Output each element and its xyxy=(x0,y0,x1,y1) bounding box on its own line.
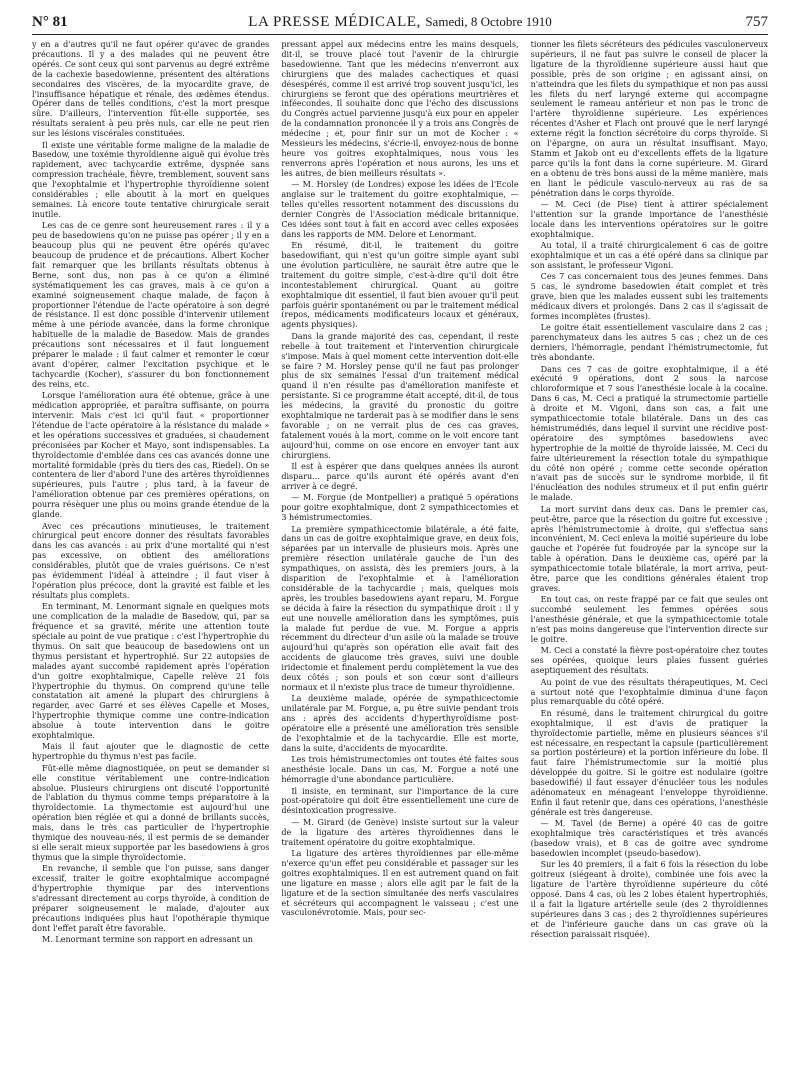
paragraph: Fût-elle même diagnostiquée, on peut se demander si elle constitue véritablement une contre-indication absolue. Plusieurs chirurgiens ont discuté l'opportunité de l'ablation du thymus comme temps préparatoire à la thyroïdectomie. La thymectomie est aujourd'hui une opération bien réglée et qui a donné de brillants succès, mais, dans le très cas particulier de l'hypertrophie thymique des nouveau-nés, il est permis de se demander si elle serait mieux supportée par les basedowiens à gros thymus que la simple thyroïdectomie. xyxy=(32,763,270,862)
paragraph: Dans ces 7 cas de goitre exophtalmique, il a été exécuté 9 opérations, dont 2 sous la narcose chloroformique et 7 sous l'anesthésie locale à la cocaïne. Dans 6 cas, M. Ceci a pratiqué la strumectomie partielle à droite et M. Vigoni, dans son cas, a fait une sympathicectomie totale bilatérale. Dans un des cas hémistrumédiés, dans lequel il survint une récidive post-opératoire des symptômes basedowiens avec hypertrophie de la moitié de thyroïde laissée, M. Ceci du faire ultérieurement la résection totale du sympathique du côté non opéré ; comme cette seconde opération n'avait pas de succès sur le syndrome morbide, il fit l'énucléation des nodules strumeux et il put enfin guérir le malade. xyxy=(530,364,768,503)
paragraph: Les cas de ce genre sont heureusement rares : il y a peu de basedowiens qu'on ne puisse pas opérer ; il y en a beaucoup plus qui ne peuvent être opérés qu'avec beaucoup de prudence et de précautions. Albert Kocher fait remarquer que les brillants résultats obtenus à Berne, sont dus, non pas à ce qu'on a éliminé systématiquement les cas graves, mais à ce qu'on a examiné soigneusement chaque malade, de façon à proportionner l'étendue de l'acte opératoire à son degré de résistance. Il est donc possible d'intervenir utilement même à une période avancée, dans la forme chronique habituelle de la maladie de Basedow. Mais de grandes précautions sont nécessaires et il faut longuement préparer le malade : il faut calmer et remonter le cœur avant d'opérer, calmer l'excitation psychique et le tachycardie (Kocher), s'assurer du bon fonctionnement des reins, etc. xyxy=(32,221,270,389)
article-body xyxy=(32,40,768,1072)
journal-title: LA PRESSE MÉDICALE, xyxy=(248,14,421,30)
paragraph: y en a d'autres qu'il ne faut opérer qu'avec de grandes précautions. Il y a des malades qui ne peuvent être opérés. Ce sont ceux qui sont parvenus au degré extrême de la cachexie basedowienne, présentent des altérations secondaires des viscères, de la myocardite grave, de l'insuffisance hépatique et rénale, des œdèmes étendus. Opérer dans de telles conditions, c'est la mort presque sûre. D'ailleurs, l'intervention fût-elle supportée, ses résultats seraient à peu près nuls, car elle ne peut rien sur les lésions viscérales constituées. xyxy=(32,40,270,139)
paragraph: — M. Ceci (de Pise) tient à attirer spécialement l'attention sur la grande importance de l'anesthésie locale dans les interventions opératoires sur le goitre exophtalmique. xyxy=(530,200,768,239)
paragraph: — M. Horsley (de Londres) expose les idées de l'Ecole anglaise sur le traitement du goitre exophtalmique, — telles qu'elles ressortent notamment des discussions du dernier Congrès de l'Association médicale britannique. Ces idées sont tout à fait en accord avec celles exposées dans les rapports de MM. Delore et Lenormant. xyxy=(281,180,519,239)
paragraph: M. Lenormant termine son rapport en adressant un xyxy=(42,935,253,945)
paragraph: En terminant, M. Lenormant signale en quelques mots une complication de la maladie de Basedow, qui, par sa fréquence et sa gravité, mérite une attention toute spéciale au point de vue pratique : c'est l'hypertrophie du thymus. On sait que beaucoup de basedowiens ont un thymus persistant et hypertrophié. Sur 22 autopsies de malades ayant succombé rapidement après l'opération d'un goitre exophtalmique, Capelle relève 21 fois l'hypertrophie du thymus. On comprend qu'une telle constatation ait amené la plupart des chirurgiens à regarder, avec Garré et ses élèves Capelle et Moses, l'hypertrophie thymique comme une contre-indication absolue à toute intervention dans le goitre exophtalmique. xyxy=(32,602,270,741)
paragraph: M. Ceci a constaté la fièvre post-opératoire chez toutes ses opérées, quoique leurs plaies fussent guéries aseptiquement des résultats. xyxy=(530,646,768,676)
paragraph: Lorsque l'amélioration aura été obtenue, grâce à une médication appropriée, et paraîtra suffisante, on pourra intervenir. Mais c'est ici qu'il faut « proportionner l'étendue de l'acte opératoire à la résistance du malade » et les opérations successives et graduées, si chaudement préconisées par Kocher et Mayo, sont indispensables. La thyroïdectomie d'emblée dans ces cas avancés donne une mortalité formidable (près du tiers des cas, Riedel). On se contentera de lier d'abord l'une des artères thyroïdiennes supérieures, puis l'autre ; plus tard, à la faveur de l'amélioration obtenue par ces premières opérations, on pourra résèquer une plus ou moins grande étendue de la glande. xyxy=(32,391,270,520)
column-1 xyxy=(32,40,269,1072)
paragraph: La mort survint dans deux cas. Dans le premier cas, peut-être, parce que la résection du goitre fut excessive ; après l'hémistrumectomie à droite, qui s'effectua sans inconvénient, M. Ceci enleva la moitié supérieure du lobe gauche et l'opérée fut foudroyée par la syncope sur la table à opération. Dans le deuxième cas, opéré par la sympathicectomie totale bilatérale, la mort arriva, peut-être, parce que les conditions générales étaient trop graves. xyxy=(530,504,768,593)
header-rule xyxy=(32,34,768,35)
paragraph: En tout cas, on reste frappé par ce fait que seules ont succombé seulement les femmes opérées sous l'anesthésie générale, et que la sympathicectomie totale n'est pas moins dangereuse que l'intervention directe sur le goitre. xyxy=(530,595,768,644)
paragraph: — M. Tavel (de Berne) a opéré 40 cas de goitre exophtalmique très caractéristiques et très avancés (basedow vrais), et 8 cas de goitre avec syndrome basedowien incomplet (pseudo-basedow). xyxy=(530,819,768,858)
page-number: 757 xyxy=(745,14,768,30)
paragraph: La ligature des artères thyroïdiennes par elle-même n'exerce qu'un effet peu considérable et passager sur les goitres exophtalmiques. Il en est autrement quand on fait une ligature en masse ; alors elle agit par le fait de la ligature et de la section simultanée des nerfs vasculaires et sécréteurs qui accompagnent le vaisseau ; c'est une vasculonévrotomie. Mais, pour sec- xyxy=(281,849,519,918)
paragraph: En résumé, dans le traitement chirurgical du goitre exophtalmique, il est d'avis de pratiquer la thyroïdectomie partielle, même en plusieurs séances s'il est nécessaire, en respectant la capsule (particulièrement sa portion postérieure) et la portion inférieure du lobe. Il faut faire l'hémistrumectomie sur la moitié plus développée du goitre. Si le goitre est nodulaire (goitre basedowifié) il faut essayer d'énucléer tous les nodules adénomateux en ménageant l'enveloppe thyroïdienne. Enfin il faut retenir que, dans ces opérations, l'anesthésie générale est très dangereuse. xyxy=(530,708,768,817)
paragraph: Sur les 40 premiers, il a fait 6 fois la résection du lobe goitreux (siégeant à droite), combinée une fois avec la ligature de l'artère thyroïdienne supérieure du côté opposé. Dans 4 cas, où les 2 lobes étaient hypertrophiés, il a fait la ligature artérielle seule (des 2 thyroïdiennes supérieures dans 3 cas ; des 2 thyroïdiennes supérieures et de l'inférieure gauche dans un cas grave où la résection paraissait risquée). xyxy=(530,860,768,939)
paragraph: — M. Forgue (de Montpellier) a pratiqué 5 opérations pour goitre exophtalmique, dont 2 sympathicectomies et 3 hémistrumectomies. xyxy=(281,493,519,523)
paragraph: Au point de vue des résultats thérapeutiques, M. Ceci a surtout noté que l'exophtalmie diminua d'une façon plus remarquable du côté opéré. xyxy=(530,677,768,707)
paragraph: tionner les filets sécréteurs des pédicules vasculonerveux supérieurs, il ne faut pas suivre le conseil de placer la ligature de la thyroïdienne supérieure aussi haut que possible, près de son origine ; en agissant ainsi, on n'atteindra que les filets du sympathique et non pas aussi les filets du nerf laryngé externe qui accompagne seulement le rameau antérieur et non pas le tronc de l'artère thyroïdienne supérieure. Les expériences récentes d'Asher et Flach ont prouvé que le nerf laryngé externe régit la fonction sécrétoire du corps thyroïde. Si on l'épargne, on aura un résultat insuffisant. Mayo, Stamm et Jakob ont eu d'excellents effets de la ligature parce qu'ils la font dans la corne supérieure. M. Girard en a obtenu de très bons aussi de la même manière, mais en liant le pédicule vasculo-nerveux au ras de sa pénétration dans le corps thyroïde. xyxy=(530,40,768,198)
paragraph: — M. Girard (de Genève) insiste surtout sur la valeur de la ligature des artères thyroïdiennes dans le traitement opératoire du goitre exophtalmique. xyxy=(281,817,519,847)
paragraph: pressant appel aux médecins entre les mains desquels, dit-il, se trouve placé tout l'avenir de la chirurgie basedowienne. Tant que les médecins n'enverront aux chirurgiens que des malades cachectiques et quasi désespérés, comme il est arrivé trop souvent jusqu'ici, les chirurgiens se feront que des opérations meurtrières et inféecondes. Il souhaite donc que l'écho des discussions du Congrès actuel parvienne jusqu'à eux pour en appeler de la condamnation prononcée il y a trois ans Congrès de médecine ; et, pour finir sur un mot de Kocher : « Messieurs les médecins, s'écrie-il, envoyez-nous de bonne heure vos goitres exophtalmiques, nous vous les renverrons après l'opération et nous aurons, les uns et les autres, de bien meilleurs résultats ». xyxy=(281,40,519,178)
paragraph: Mais il faut ajouter que le diagnostic de cette hypertrophie du thymus n'est pas facile. xyxy=(32,742,270,762)
paragraph: Ces 7 cas concernaient tous des jeunes femmes. Dans 5 cas, le syndrome basedowien était complet et très grave, bien que les malades eussent subi les traitements médicaux divers et prolongés. Dans 2 cas il s'agissait de formes incomplètes (frustes). xyxy=(530,272,768,321)
page-header xyxy=(32,14,768,36)
issue-date: Samedi, 8 Octobre 1910 xyxy=(425,14,552,29)
paragraph: Il insiste, en terminant, sur l'importance de la cure post-opératoire qui doit être essentiellement une cure de désintoxication progressive. xyxy=(281,786,519,816)
paragraph: Il existe une véritable forme maligne de la maladie de Basedow, une toxémie thyroïdienne aiguë qui évolue très rapidement, avec tachycardie extrême, dyspnée sans compression trachéale, fièvre, tremblement, souvent sans que l'exophtalmie et l'hypertrophie thyroïdienne soient considérables ; elle aboutit à la mort en quelques semaines. Là encore toute tentative chirurgicale serait inutile. xyxy=(32,140,270,219)
running-title xyxy=(32,14,768,31)
paragraph: Les trois hémistrumectomies ont toutes été faites sous anesthésie locale. Dans un cas, M. Forgue a noté une hémorragie d'une abondance particulière. xyxy=(281,755,519,785)
paragraph: La deuxième malade, opérée de sympathicectomie unilatérale par M. Forgue, a, pu être suivie pendant trois ans : après des accidents d'hyperthyroïdisme post-opératoire elle a présenté une amélioration très sensible de l'exophtalmie et de la tachycardie. Elle est morte, dans la suite, d'accidents de myocardite. xyxy=(281,694,519,753)
column-3 xyxy=(531,40,768,1072)
paragraph: Dans la grande majorité des cas, cependant, il reste rebelle à tout traitement et l'intervention chirurgicale s'impose. Mais à quel moment cette intervention doit-elle se faire ? M. Horsley pense qu'il ne faut pas prolonger plus de six semaines l'essai d'un traitement médical quand il n'en résulte pas d'amélioration manifeste et persistante. Si ce programme était accepté, dit-il, de tous les médecins, la gravité du pronostic du goitre exophtalmique ne tarderait pas à se modifier dans le sens favorable ; on ne verrait plus de ces cas graves, fatalement voués à la mort, comme on le voit encore tant aujourd'hui, comme on ose encore en envoyer tant aux chirurgiens. xyxy=(281,331,519,460)
paragraph: Au total, il a traité chirurgicalement 6 cas de goitre exophtalmique et un cas a été opéré dans sa clinique par son assistant, le professeur Vigoni. xyxy=(530,241,768,270)
paragraph: En revanche, il semble que l'on puisse, sans danger excessif, traiter le goitre exophtalmique accompagné d'hypertrophie thymique par des interventions s'adressant directement au corps thyroïde, à condition de préparer soigneusement le malade, d'ajouter aux précautions indiquées plus haut l'opothérapie thymique dont l'effet paraît être favorable. xyxy=(32,864,270,933)
paragraph: Avec ces précautions minutieuses, le traitement chirurgical peut encore donner des résultats favorables dans les cas avancés : au prix d'une mortalité qui n'est pas excessive, on obtient des améliorations considérables, plutôt que de vraies guérisons. Ce n'est pas évidemment l'idéal à atteindre ; il faut viser à l'opération plus précoce, dont la gravité est faible et les résultats plus complets. xyxy=(32,521,270,600)
paragraph: Il est à espérer que dans quelques années ils auront disparu... parce qu'ils auront été opérés avant d'en arriver à ce degré. xyxy=(281,462,519,491)
paragraph: Le goitre était essentiellement vasculaire dans 2 cas ; parenchymateux dans les autres 5 cas ; chez un de ces derniers, l'hémorragie, pendant l'hémistrumectomie, fut très abondante. xyxy=(530,323,768,363)
paragraph: En résumé, dit-il, le traitement du goitre basedowifiant, qui n'est qu'un goitre simple ayant subi une évolution particulière, ne saurait être autre que le traitement du goitre simple, c'est-à-dire qu'il doit être incontestablement chirurgical. Quant au goitre exophtalmique dit essentiel, il faut bien avouer qu'il peut parfois guérir spontanément ou par le traitement médical (repos, médicaments modificateurs locaux et généraux, agents physiques). xyxy=(281,241,519,330)
issue-number: N° 81 xyxy=(32,14,68,30)
column-2 xyxy=(281,40,518,1072)
paragraph: La première sympathicectomie bilatérale, a été faite, dans un cas de goitre exophtalmique grave, en deux fois, séparées par un intervalle de plusieurs mois. Après une première résection unilatérale gauche de l'un des sympathiques, on assista, dès les premiers jours, à la disparition de l'exophtalmie et à l'amélioration considérable de la tachycardie ; mais, quelques mois après, les troubles basedowiens ayant reparu, M. Forgue se décida à faire la résection du sympathique droit : il y eut une nouvelle amélioration dans les symptômes, puis la malade fut perdue de vue. M. Forgue a appris récemment du directeur d'un asile où la malade se trouve aujourd'hui qu'après son opération elle avait fait des accidents de glaucome très graves, suivi une double iridectomie et finalement perdu complètement la vue des deux côtés ; son pouls et son cœur sont d'ailleurs normaux et il n'existe plus trace de tumeur thyroïdienne. xyxy=(281,524,519,692)
